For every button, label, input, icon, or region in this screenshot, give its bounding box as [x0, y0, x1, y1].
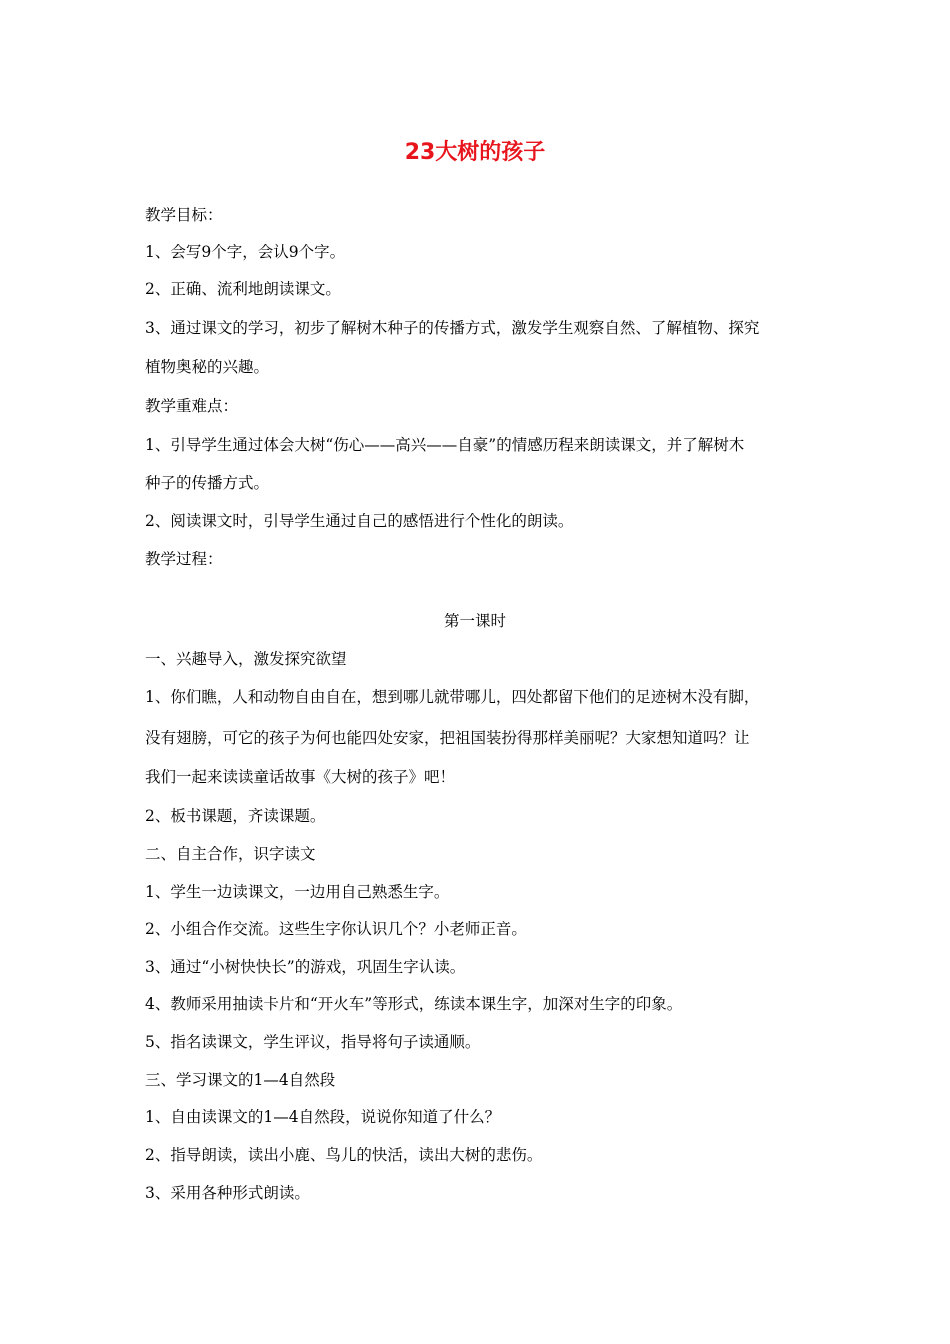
section-item: 2、板书课题，齐读课题。 — [145, 807, 326, 825]
page-title: 23大树的孩子 — [404, 140, 546, 165]
key-point-item: 1、引导学生通过体会大树“伤心——高兴——自豪”的情感历程来朗读课文，并了解树木 — [145, 436, 745, 454]
section-item: 3、通过“小树快快长”的游戏，巩固生字认读。 — [145, 958, 466, 976]
objective-item: 2、正确、流利地朗读课文。 — [145, 280, 341, 298]
section-item: 1、自由读课文的1—4自然段，说说你知道了什么？ — [145, 1108, 501, 1126]
key-point-item-continued: 种子的传播方式。 — [145, 474, 270, 492]
objective-item: 3、通过课文的学习，初步了解树木种子的传播方式，激发学生观察自然、了解植物、探究 — [145, 319, 760, 337]
objective-item: 1、会写9个字，会认9个字。 — [145, 243, 346, 261]
objectives-heading: 教学目标： — [145, 206, 223, 224]
section-heading: 三、学习课文的1—4自然段 — [145, 1071, 336, 1089]
section-item: 1、你们瞧，人和动物自由自在，想到哪儿就带哪儿，四处都留下他们的足迹树木没有脚， — [145, 688, 760, 706]
section-item: 2、指导朗读，读出小鹿、鸟儿的快活，读出大树的悲伤。 — [145, 1146, 543, 1164]
section-item: 2、小组合作交流。这些生字你认识几个？小老师正音。 — [145, 920, 527, 938]
section-item-continued: 我们一起来读读童话故事《大树的孩子》吧！ — [145, 768, 456, 786]
key-point-item: 2、阅读课文时，引导学生通过自己的感悟进行个性化的朗读。 — [145, 512, 574, 530]
section-item-continued: 没有翅膀，可它的孩子为何也能四处安家，把祖国装扮得那样美丽呢？大家想知道吗？让 — [145, 729, 750, 747]
section-item: 5、指名读课文，学生评议，指导将句子读通顺。 — [145, 1033, 481, 1051]
process-heading: 教学过程： — [145, 550, 223, 568]
objective-item-continued: 植物奥秘的兴趣。 — [145, 358, 270, 376]
section-item: 3、采用各种形式朗读。 — [145, 1184, 310, 1202]
section-item: 1、学生一边读课文，一边用自己熟悉生字。 — [145, 883, 450, 901]
section-item: 4、教师采用抽读卡片和“开火车”等形式，练读本课生字，加深对生字的印象。 — [145, 995, 683, 1013]
key-points-heading: 教学重难点： — [145, 397, 239, 415]
section-heading: 一、兴趣导入，激发探究欲望 — [145, 650, 347, 668]
section-heading: 二、自主合作，识字读文 — [145, 845, 316, 863]
lesson-title: 第一课时 — [443, 612, 506, 630]
